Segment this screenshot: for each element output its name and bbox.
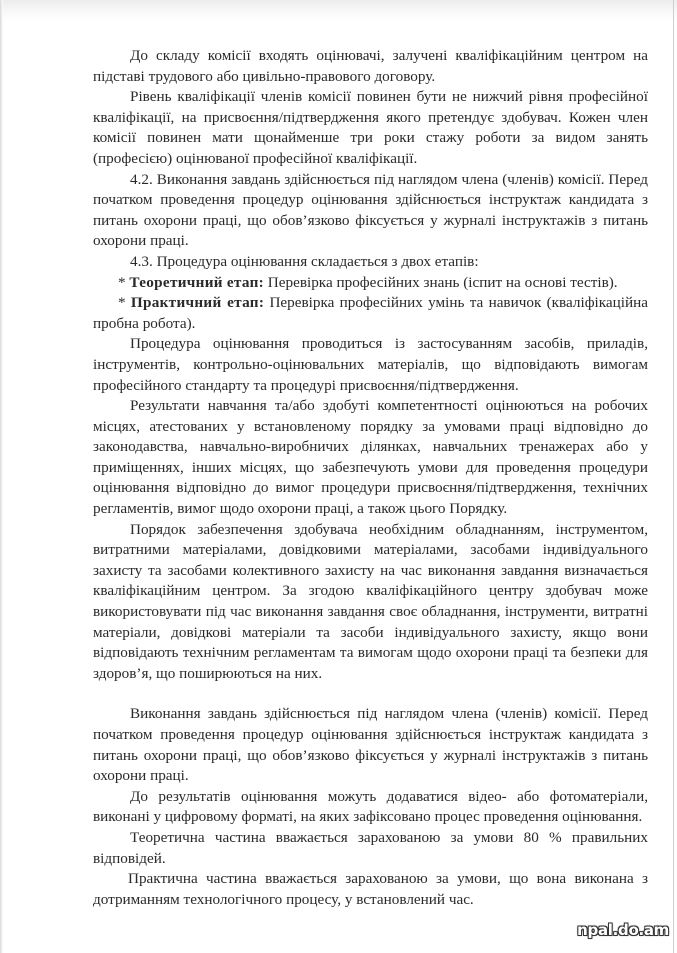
stage-label-theoretical: Теоретичний етап: xyxy=(129,273,264,291)
paragraph-supervision-repeat: Виконання завдань здійснюється під наглядом члена (членів) комісії. Перед початком проведення процедур оцінювання здійснюється інструктаж кандидата з питань охорони праці, що обов’язково фіксується у журналі інструктажів з питань охорони праці. xyxy=(93,705,648,785)
paragraph-theory-pass-condition: Теоретична частина вважається зарахованою за умови 80 % правильних відповідей. xyxy=(93,828,648,867)
stage-description-theoretical: Перевірка професійних знань (іспит на основі тестів). xyxy=(267,273,618,291)
paragraph-assessment-tools: Процедура оцінювання проводиться із застосуванням засобів, приладів, інструментів, контрольно-оцінювальних матеріалів, що відповідають вимогам професійного стандарту та процедурі присвоєння/підтвердження. xyxy=(93,335,648,394)
paragraph-commission-composition: До складу комісії входять оцінювачі, залучені кваліфікаційним центром на підставі трудового або цивільно-правового договору. xyxy=(93,47,648,85)
paragraph-4-2-supervision: 4.2. Виконання завдань здійснюється під наглядом члена (членів) комісії. Перед початком проведення процедур оцінювання здійснюється інструктаж кандидата з питань охорони праці, що обов’язково фіксується у журналі інструктажів з питань охорони праці. xyxy=(93,170,648,250)
stage-description-practical: Перевірка професійних умінь та навичок (кваліфікаційна пробна робота). xyxy=(93,294,648,332)
stage-label-practical: Практичний етап: xyxy=(130,294,265,312)
paragraph-practice-pass-condition: Практична частина вважається зарахованою за умови, що вона виконана з дотриманням технологічного процесу, у встановлений час. xyxy=(93,870,648,908)
paragraph-video-photo-materials: До результатів оцінювання можуть додаватися відео- або фотоматеріали, виконані у цифровому форматі, на яких зафіксовано процес проведення оцінювання. xyxy=(93,787,648,826)
paragraph-equipment-provision: Порядок забезпечення здобувача необхідним обладнанням, інструментом, витратними матеріалами, довідковими матеріалами, засобами індивідуального захисту та засобами колективного захисту на час виконання завдання визначається кваліфікаційним центром. За згодою кваліфікаційного центру здобувач може використовувати під час виконання завдання своє обладнання, інструменти, витратні матеріали, довідкові матеріали та засоби індивідуального захисту, якщо вони відповідають технічним регламентам та вимогам щодо охорони праці та безпеки для здоров’я, що поширюються на них. xyxy=(93,520,648,682)
bullet-theoretical-stage xyxy=(93,273,648,294)
bullet-marker: * xyxy=(118,294,126,312)
paragraph-assessment-locations: Результати навчання та/або здобуті компетентності оцінюються на робочих місцях, атестованих у встановленому порядку за умовами праці відповідно до законодавства, навчально-виробничих ділянках, навчальних тренажерах або у приміщеннях, інших місцях, що забезпечують умови для проведення процедури оцінювання відповідно до вимог процедури присвоєння/підтвердження, технічних регламентів, вимог щодо охорони праці, а також цього Порядку. xyxy=(93,397,648,518)
document-body xyxy=(93,46,648,910)
bullet-practical-stage xyxy=(93,293,648,334)
page-left-edge xyxy=(0,0,3,953)
site-watermark: npal.do.am xyxy=(577,921,669,939)
page-right-border xyxy=(673,0,674,953)
bullet-marker: * xyxy=(118,273,126,291)
paragraph-4-3-procedure-stages: 4.3. Процедура оцінювання складається з двох етапів: xyxy=(130,252,479,270)
paragraph-qualification-level: Рівень кваліфікації членів комісії повинен бути не нижчий рівня професійної кваліфікації, на присвоєння/підтвердження якого претендує здобувач. Кожен член комісії повинен мати щонайменше три роки стажу роботи за видом занять (професією) оцінюваної професійної кваліфікації. xyxy=(93,88,648,167)
